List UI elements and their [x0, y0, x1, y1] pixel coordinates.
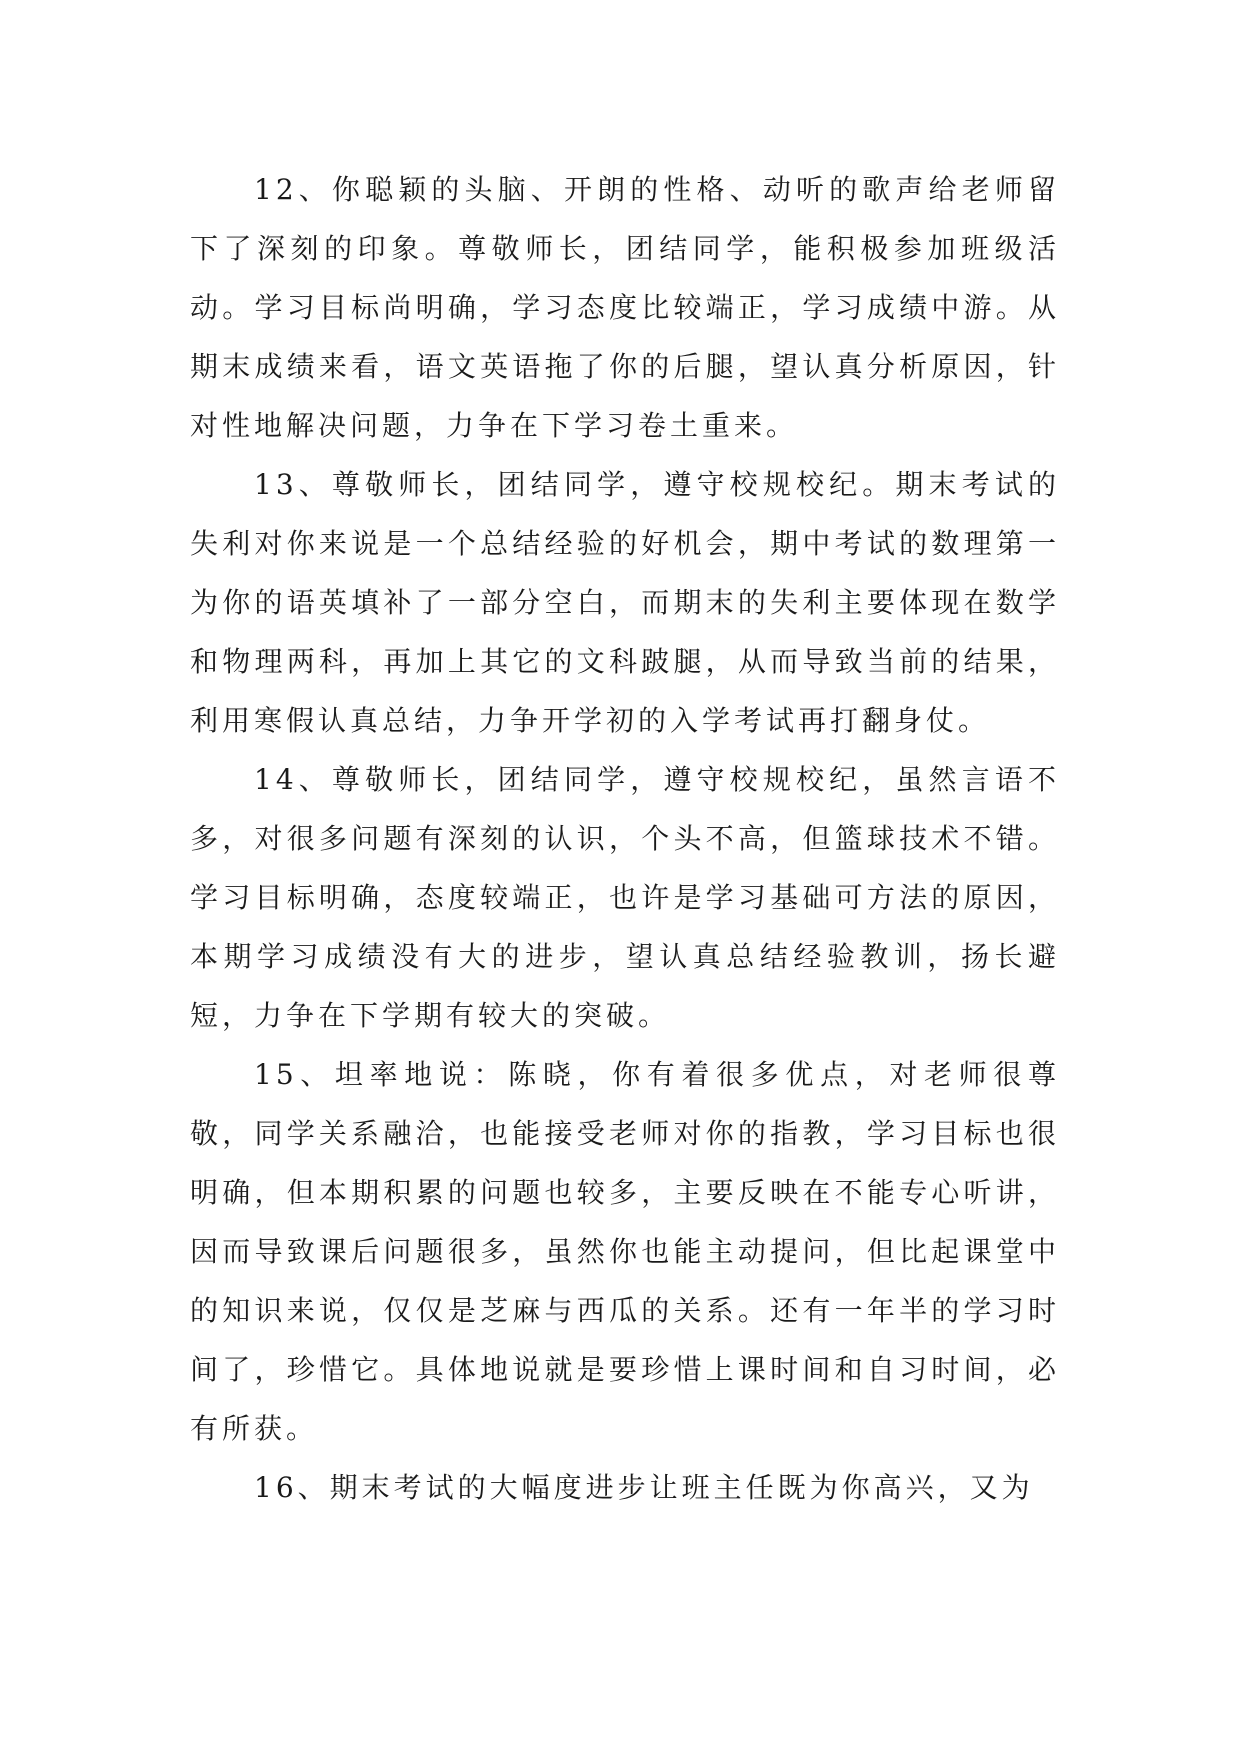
paragraph-16: 16、期末考试的大幅度进步让班主任既为你高兴，又为 — [254, 1471, 1034, 1504]
paragraph-12: 12、你聪颖的头脑、开朗的性格、动听的歌声给老师留下了深刻的印象。尊敬师长，团结同学，能积极参加班级活动。学习目标尚明确，学习态度比较端正，学习成绩中游。从期末成绩来看，语文英语拖了你的后腿，望认真分析原因，针对性地解决问题，力争在下学习卷土重来。 — [190, 173, 1060, 442]
document-body — [190, 160, 1060, 1517]
paragraph-14: 14、尊敬师长，团结同学，遵守校规校纪，虽然言语不多，对很多问题有深刻的认识，个头不高，但篮球技术不错。学习目标明确，态度较端正，也许是学习基础可方法的原因，本期学习成绩没有大的进步，望认真总结经验教训，扬长避短，力争在下学期有较大的突破。 — [190, 763, 1060, 1032]
paragraph-13: 13、尊敬师长，团结同学，遵守校规校纪。期末考试的失利对你来说是一个总结经验的好机会，期中考试的数理第一为你的语英填补了一部分空白，而期末的失利主要体现在数学和物理两科，再加上其它的文科跛腿，从而导致当前的结果，利用寒假认真总结，力争开学初的入学考试再打翻身仗。 — [190, 468, 1060, 737]
paragraph-15: 15、坦率地说：陈晓，你有着很多优点，对老师很尊敬，同学关系融洽，也能接受老师对你的指教，学习目标也很明确，但本期积累的问题也较多，主要反映在不能专心听讲，因而导致课后问题很多，虽然你也能主动提问，但比起课堂中的知识来说，仅仅是芝麻与西瓜的关系。还有一年半的学习时间了，珍惜它。具体地说就是要珍惜上课时间和自习时间，必有所获。 — [190, 1058, 1060, 1445]
